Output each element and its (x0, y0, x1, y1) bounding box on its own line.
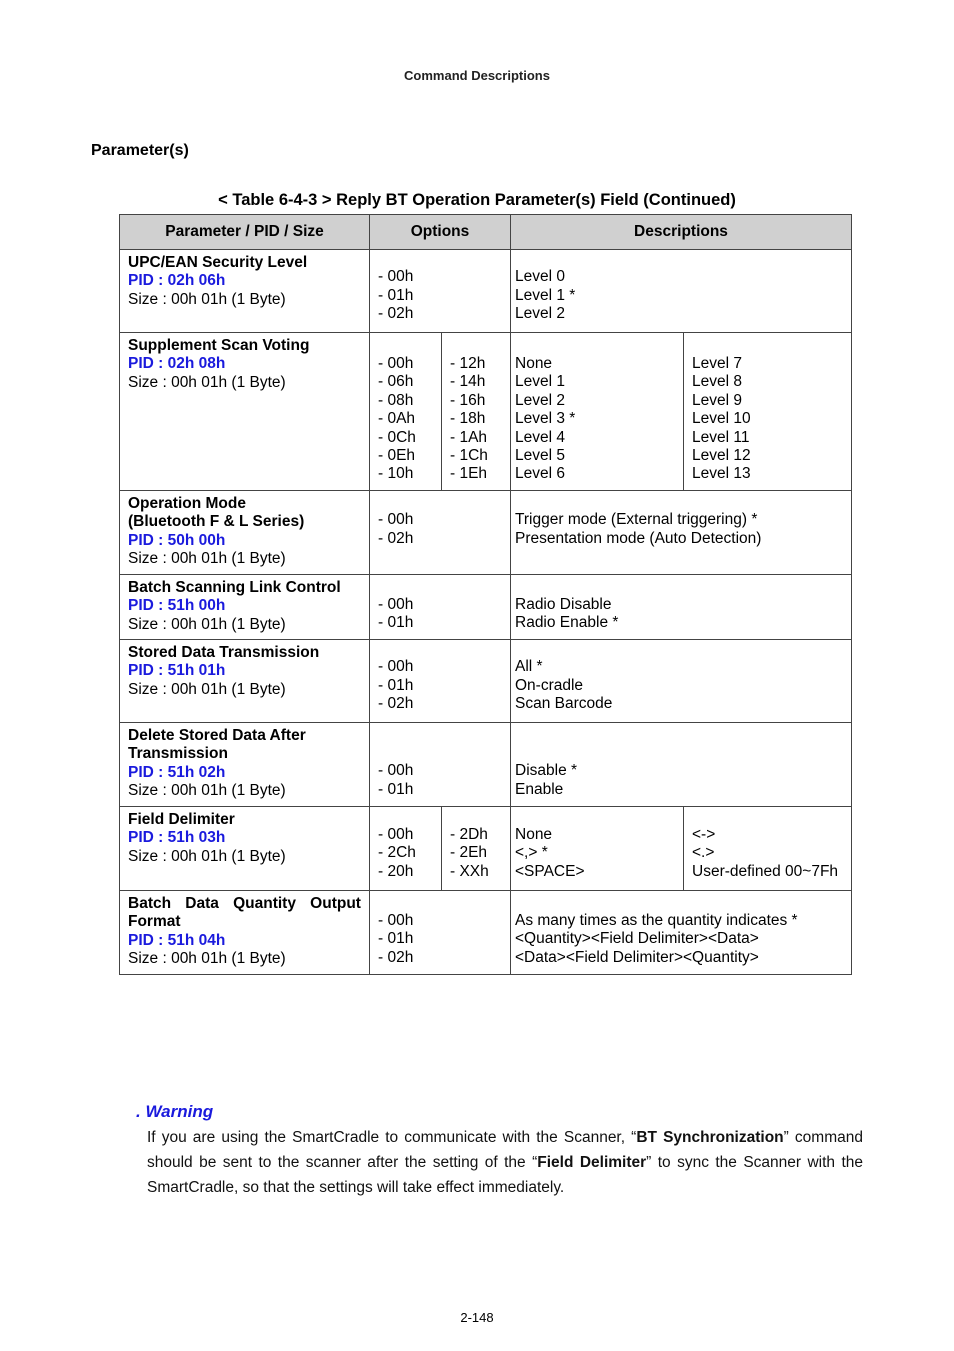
description-value: Level 7 (692, 355, 742, 372)
warning-bold-setting: Field Delimiter (537, 1154, 647, 1171)
descriptions-cell (511, 891, 852, 975)
options-cell (370, 491, 511, 575)
option-value: - 02h (378, 529, 414, 547)
description-value: As many times as the quantity indicates * (515, 911, 798, 929)
description-value: Level 2 (515, 305, 565, 323)
parameter-name: UPC/EAN Security Level (128, 254, 308, 271)
parameter-size: Size : 00h 01h (1 Byte) (128, 615, 286, 633)
description-value: Level 10 (692, 410, 751, 428)
options-cell-2 (442, 333, 511, 491)
option-value: - 08h (378, 391, 414, 409)
parameter-cell (120, 250, 370, 333)
parameter-name: Batch Scanning Link Control (128, 579, 341, 596)
parameter-size: Size : 00h 01h (1 Byte) (128, 290, 286, 308)
option-value: - 0Eh (378, 447, 416, 465)
option-value: - 00h (378, 658, 414, 676)
parameter-name-word: Output (310, 895, 361, 912)
description-value: Level 8 (692, 373, 742, 391)
descriptions-cell (511, 640, 852, 723)
parameter-name-word: Data (185, 895, 219, 912)
parameter-size: Size : 00h 01h (1 Byte) (128, 680, 286, 698)
option-value: - 00h (378, 511, 414, 529)
option-value: - 01h (378, 286, 414, 304)
option-value: - 02h (378, 948, 414, 966)
option-value: - 0Ch (378, 428, 416, 446)
parameter-name: Field Delimiter (128, 811, 235, 828)
table-row (120, 491, 852, 575)
description-value: Level 5 (515, 447, 565, 465)
option-value: - 20h (378, 862, 414, 880)
options-cell-2 (442, 807, 511, 891)
parameter-pid: PID : 51h 03h (128, 829, 226, 847)
option-value: - 1Ch (450, 447, 488, 465)
descriptions-cell-2 (684, 807, 852, 891)
description-value: Level 2 (515, 391, 565, 409)
page-header: Command Descriptions (404, 68, 550, 83)
description-value: <.> (692, 844, 715, 862)
table-header-row (120, 215, 852, 250)
parameter-name: Operation Mode (128, 495, 246, 512)
warning-text (147, 1125, 863, 1200)
option-value: - 06h (378, 373, 414, 391)
table-row (120, 250, 852, 333)
option-value: - 1Eh (450, 465, 488, 483)
description-value: None (515, 825, 553, 843)
parameter-size: Size : 00h 01h (1 Byte) (128, 373, 286, 391)
table-row (120, 640, 852, 723)
description-value: Level 3 * (515, 410, 576, 428)
table-caption: < Table 6-4-3 > Reply BT Operation Parameter(s) Field (Continued) (218, 191, 736, 209)
descriptions-cell (511, 807, 684, 891)
description-value: <Data><Field Delimiter><Quantity> (515, 948, 759, 966)
parameter-size: Size : 00h 01h (1 Byte) (128, 550, 286, 568)
option-value: - XXh (450, 862, 489, 880)
description-value: Enable (515, 780, 564, 798)
option-value: - 2Eh (450, 844, 488, 862)
description-value: Radio Enable * (515, 614, 619, 631)
option-value: - 01h (378, 614, 414, 631)
table-row (120, 575, 852, 640)
warning-text-part: If you are using the SmartCradle to communicate with the Scanner, “ (147, 1129, 637, 1146)
parameter-cell (120, 723, 370, 807)
column-header-parameter: Parameter / PID / Size (120, 215, 370, 250)
descriptions-cell (511, 250, 852, 333)
option-value: - 0Ah (378, 410, 416, 428)
option-value: - 01h (378, 930, 414, 948)
option-value: - 01h (378, 780, 414, 798)
option-value: - 18h (450, 410, 486, 428)
option-value: - 1Ah (450, 428, 488, 446)
column-header-descriptions: Descriptions (511, 215, 852, 250)
option-value: - 00h (378, 911, 414, 929)
description-value: Trigger mode (External triggering) * (515, 511, 758, 529)
parameter-pid: PID : 51h 01h (128, 662, 226, 680)
description-value: On-cradle (515, 676, 584, 694)
parameter-cell (120, 807, 370, 891)
option-value: - 00h (378, 268, 414, 286)
option-value: - 02h (378, 695, 414, 713)
parameter-name: Supplement Scan Voting (128, 337, 310, 354)
description-value: Level 11 (692, 428, 750, 446)
options-cell (370, 723, 511, 807)
parameter-name-word: Batch (128, 895, 172, 912)
parameter-pid: PID : 50h 00h (128, 531, 226, 549)
warning-bold-command: BT Synchronization (636, 1129, 784, 1146)
descriptions-cell (511, 333, 684, 491)
warning-text-part: ” command should be sent to the scanner after the setting of the “ (147, 1129, 863, 1171)
parameter-cell (120, 575, 370, 640)
option-value: - 00h (378, 762, 414, 780)
option-value: - 00h (378, 595, 414, 613)
warning-title: . Warning (136, 1102, 214, 1121)
option-value: - 16h (450, 391, 486, 409)
description-value: Level 6 (515, 465, 565, 483)
option-value: - 12h (450, 355, 486, 372)
options-cell (370, 333, 442, 491)
description-value: Radio Disable (515, 595, 612, 613)
parameter-name: (Bluetooth F & L Series) (128, 513, 305, 531)
description-value: Level 4 (515, 428, 565, 446)
table-row (120, 807, 852, 891)
options-cell (370, 640, 511, 723)
parameter-name: Transmission (128, 745, 228, 763)
parameter-name: Delete Stored Data After (128, 727, 306, 744)
options-cell (370, 250, 511, 333)
description-value: Level 0 (515, 268, 565, 286)
option-value: - 10h (378, 465, 414, 483)
description-value: <-> (692, 825, 716, 843)
page-number: 2-148 (460, 1310, 494, 1325)
option-value: - 01h (378, 676, 414, 694)
parameter-pid: PID : 51h 02h (128, 763, 226, 781)
option-value: - 00h (378, 825, 414, 843)
option-value: - 14h (450, 373, 486, 391)
table-row (120, 891, 852, 975)
parameter-cell (120, 491, 370, 575)
column-header-options: Options (370, 215, 511, 250)
option-value: - 2Dh (450, 825, 488, 843)
options-cell (370, 575, 511, 640)
description-value: <SPACE> (515, 862, 585, 880)
description-value: Scan Barcode (515, 695, 613, 713)
option-value: - 2Ch (378, 844, 416, 862)
parameter-pid: PID : 51h 00h (128, 597, 226, 615)
description-value: None (515, 355, 553, 372)
parameter-pid: PID : 51h 04h (128, 931, 226, 949)
parameter-cell (120, 891, 370, 975)
description-value: User-defined 00~7Fh (692, 862, 839, 880)
parameter-name: Format (128, 913, 181, 931)
parameter-name-word: Quantity (233, 895, 296, 912)
parameter-size: Size : 00h 01h (1 Byte) (128, 782, 286, 800)
parameter-pid: PID : 02h 08h (128, 355, 226, 373)
description-value: Disable * (515, 762, 578, 780)
parameter-name: Stored Data Transmission (128, 644, 320, 661)
description-value: <Quantity><Field Delimiter><Data> (515, 930, 759, 948)
table-row (120, 333, 852, 491)
section-title: Parameter(s) (91, 142, 189, 159)
option-value: - 00h (378, 355, 414, 372)
parameter-size: Size : 00h 01h (1 Byte) (128, 847, 286, 865)
descriptions-cell-2 (684, 333, 852, 491)
options-cell (370, 891, 511, 975)
parameter-name (128, 895, 361, 913)
parameter-table (119, 214, 852, 975)
descriptions-cell (511, 575, 852, 640)
options-cell (370, 807, 442, 891)
descriptions-cell (511, 723, 852, 807)
description-value: Level 1 (515, 373, 565, 391)
parameter-cell (120, 333, 370, 491)
option-value: - 02h (378, 305, 414, 323)
parameter-pid: PID : 02h 06h (128, 272, 226, 290)
table-row (120, 723, 852, 807)
warning-text-part: ” to sync the Scanner with the SmartCradle, so that the settings will take effect immediately. (147, 1154, 863, 1196)
description-value: Level 12 (692, 447, 751, 465)
description-value: <,> * (515, 844, 548, 862)
parameter-cell (120, 640, 370, 723)
description-value: Presentation mode (Auto Detection) (515, 529, 762, 547)
parameter-size: Size : 00h 01h (1 Byte) (128, 950, 286, 968)
description-value: Level 9 (692, 391, 742, 409)
description-value: Level 13 (692, 465, 751, 483)
description-value: All * (515, 658, 543, 676)
description-value: Level 1 * (515, 286, 576, 304)
descriptions-cell (511, 491, 852, 575)
